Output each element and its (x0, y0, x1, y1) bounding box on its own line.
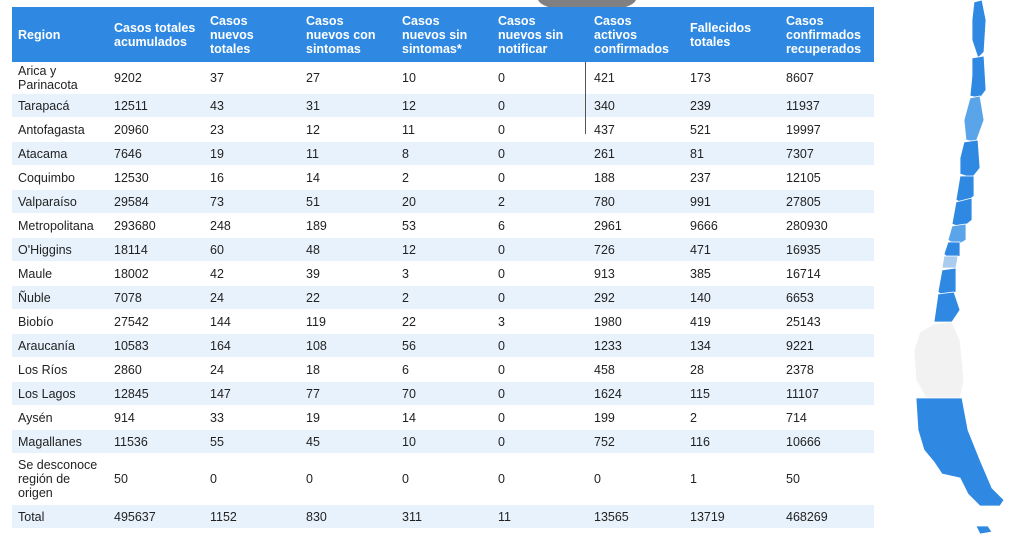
value-cell: 12 (396, 238, 492, 262)
value-cell: 134 (684, 334, 780, 358)
value-cell: 9202 (108, 63, 204, 94)
value-cell: 53 (396, 214, 492, 238)
value-cell: 10 (396, 430, 492, 454)
value-cell: 115 (684, 382, 780, 406)
value-cell: 6 (492, 214, 588, 238)
table-row (12, 262, 874, 286)
value-cell: 50 (108, 454, 204, 505)
value-cell: 11937 (780, 94, 874, 118)
value-cell: 2961 (588, 214, 684, 238)
value-cell: 16935 (780, 238, 874, 262)
value-cell: 280930 (780, 214, 874, 238)
value-cell: 19 (204, 142, 300, 166)
value-cell: 12511 (108, 94, 204, 118)
value-cell: 18 (300, 358, 396, 382)
value-cell: 9221 (780, 334, 874, 358)
value-cell: 780 (588, 190, 684, 214)
value-cell: 0 (492, 238, 588, 262)
value-cell: 0 (396, 454, 492, 505)
region-name-cell: O'Higgins (12, 238, 108, 262)
value-cell: 8607 (780, 63, 874, 94)
map-region-ohiggins (942, 256, 958, 268)
region-name-cell: Los Lagos (12, 382, 108, 406)
value-cell: 10 (396, 63, 492, 94)
table-row (12, 142, 874, 166)
table-row (12, 358, 874, 382)
value-cell: 7646 (108, 142, 204, 166)
value-cell: 914 (108, 406, 204, 430)
table-row (12, 63, 874, 94)
value-cell: 51 (300, 190, 396, 214)
table-row (12, 118, 874, 142)
value-cell: 43 (204, 94, 300, 118)
value-cell: 9666 (684, 214, 780, 238)
value-cell: 189 (300, 214, 396, 238)
value-cell: 116 (684, 430, 780, 454)
value-cell: 12530 (108, 166, 204, 190)
value-cell: 119 (300, 310, 396, 334)
value-cell: 340 (588, 94, 684, 118)
value-cell: 18114 (108, 238, 204, 262)
header-total-cases: Casos totales acumulados (108, 7, 204, 63)
value-cell: 39 (300, 262, 396, 286)
value-cell: 70 (396, 382, 492, 406)
header-recovered: Casos confirmados recuperados (780, 7, 874, 63)
value-cell: 311 (396, 505, 492, 529)
value-cell: 292 (588, 286, 684, 310)
value-cell: 144 (204, 310, 300, 334)
value-cell: 2 (396, 286, 492, 310)
value-cell: 1152 (204, 505, 300, 529)
region-name-cell: Valparaíso (12, 190, 108, 214)
header-deaths: Fallecidos totales (684, 7, 780, 63)
map-region-south-central (914, 322, 964, 398)
value-cell: 22 (396, 310, 492, 334)
value-cell: 19 (300, 406, 396, 430)
value-cell: 16714 (780, 262, 874, 286)
value-cell: 140 (684, 286, 780, 310)
table-header-row (12, 7, 874, 63)
value-cell: 37 (204, 63, 300, 94)
value-cell: 0 (492, 406, 588, 430)
value-cell: 0 (492, 430, 588, 454)
value-cell: 28 (684, 358, 780, 382)
value-cell: 0 (492, 142, 588, 166)
value-cell: 12845 (108, 382, 204, 406)
value-cell: 108 (300, 334, 396, 358)
table-row (12, 190, 874, 214)
value-cell: 991 (684, 190, 780, 214)
value-cell: 6653 (780, 286, 874, 310)
table-row (12, 406, 874, 430)
table-row (12, 286, 874, 310)
value-cell: 468269 (780, 505, 874, 529)
value-cell: 752 (588, 430, 684, 454)
value-cell: 1 (684, 454, 780, 505)
value-cell: 10666 (780, 430, 874, 454)
header-new-asymptomatic: Casos nuevos sin sintomas* (396, 7, 492, 63)
value-cell: 0 (492, 166, 588, 190)
table-row (12, 214, 874, 238)
value-cell: 29584 (108, 190, 204, 214)
map-region-arica (972, 0, 986, 58)
value-cell: 7078 (108, 286, 204, 310)
value-cell: 2 (684, 406, 780, 430)
value-cell: 1980 (588, 310, 684, 334)
table-row (12, 334, 874, 358)
value-cell: 419 (684, 310, 780, 334)
value-cell: 471 (684, 238, 780, 262)
value-cell: 11 (396, 118, 492, 142)
value-cell: 913 (588, 262, 684, 286)
table-row (12, 166, 874, 190)
value-cell: 1233 (588, 334, 684, 358)
value-cell: 81 (684, 142, 780, 166)
value-cell: 77 (300, 382, 396, 406)
header-new-symptomatic: Casos nuevos con sintomas (300, 7, 396, 63)
region-name-cell: Aysén (12, 406, 108, 430)
value-cell: 830 (300, 505, 396, 529)
value-cell: 13719 (684, 505, 780, 529)
value-cell: 0 (300, 454, 396, 505)
value-cell: 188 (588, 166, 684, 190)
value-cell: 495637 (108, 505, 204, 529)
value-cell: 0 (492, 286, 588, 310)
table-row (12, 238, 874, 262)
value-cell: 0 (492, 262, 588, 286)
column-divider (585, 62, 586, 134)
value-cell: 199 (588, 406, 684, 430)
region-name-cell: Arica y Parinacota (12, 63, 108, 94)
region-name-cell: Araucanía (12, 334, 108, 358)
value-cell: 23 (204, 118, 300, 142)
region-name-cell: Tarapacá (12, 94, 108, 118)
value-cell: 521 (684, 118, 780, 142)
value-cell: 18002 (108, 262, 204, 286)
value-cell: 1624 (588, 382, 684, 406)
map-region-coquimbo (952, 198, 972, 228)
value-cell: 2860 (108, 358, 204, 382)
map-region-tarapaca (970, 56, 986, 98)
value-cell: 7307 (780, 142, 874, 166)
value-cell: 11107 (780, 382, 874, 406)
value-cell: 13565 (588, 505, 684, 529)
value-cell: 248 (204, 214, 300, 238)
value-cell: 20960 (108, 118, 204, 142)
value-cell: 12 (300, 118, 396, 142)
region-name-cell: Atacama (12, 142, 108, 166)
table-row (12, 94, 874, 118)
value-cell: 0 (492, 382, 588, 406)
map-region-antofagasta-north (964, 96, 984, 142)
value-cell: 19997 (780, 118, 874, 142)
region-name-cell: Antofagasta (12, 118, 108, 142)
table-row (12, 382, 874, 406)
value-cell: 20 (396, 190, 492, 214)
region-name-cell: Se desconoce región de origen (12, 454, 108, 505)
value-cell: 24 (204, 286, 300, 310)
map-region-nuble-biobio (934, 292, 960, 322)
chile-map-graphic (880, 0, 1024, 535)
value-cell: 2378 (780, 358, 874, 382)
value-cell: 173 (684, 63, 780, 94)
value-cell: 6 (396, 358, 492, 382)
region-name-cell: Coquimbo (12, 166, 108, 190)
value-cell: 8 (396, 142, 492, 166)
value-cell: 0 (492, 63, 588, 94)
region-name-cell: Total (12, 505, 108, 529)
value-cell: 27 (300, 63, 396, 94)
map-region-antofagasta (960, 140, 980, 178)
covid-cases-table (12, 7, 874, 528)
value-cell: 42 (204, 262, 300, 286)
value-cell: 11536 (108, 430, 204, 454)
region-name-cell: Los Ríos (12, 358, 108, 382)
value-cell: 726 (588, 238, 684, 262)
value-cell: 0 (492, 118, 588, 142)
value-cell: 293680 (108, 214, 204, 238)
table-row (12, 505, 874, 529)
value-cell: 11 (492, 505, 588, 529)
value-cell: 16 (204, 166, 300, 190)
region-name-cell: Magallanes (12, 430, 108, 454)
value-cell: 50 (780, 454, 874, 505)
chile-region-map (880, 0, 1024, 535)
value-cell: 22 (300, 286, 396, 310)
value-cell: 239 (684, 94, 780, 118)
value-cell: 0 (492, 454, 588, 505)
value-cell: 24 (204, 358, 300, 382)
header-new-cases: Casos nuevos totales (204, 7, 300, 63)
value-cell: 0 (492, 358, 588, 382)
table-row (12, 310, 874, 334)
value-cell: 48 (300, 238, 396, 262)
value-cell: 714 (780, 406, 874, 430)
value-cell: 12 (396, 94, 492, 118)
table-row (12, 430, 874, 454)
header-new-unreported: Casos nuevos sin notificar (492, 7, 588, 63)
value-cell: 14 (300, 166, 396, 190)
value-cell: 458 (588, 358, 684, 382)
value-cell: 60 (204, 238, 300, 262)
value-cell: 27542 (108, 310, 204, 334)
value-cell: 3 (396, 262, 492, 286)
value-cell: 0 (204, 454, 300, 505)
value-cell: 0 (588, 454, 684, 505)
value-cell: 3 (492, 310, 588, 334)
map-region-tierra-del-fuego (976, 526, 992, 534)
value-cell: 10583 (108, 334, 204, 358)
value-cell: 147 (204, 382, 300, 406)
value-cell: 73 (204, 190, 300, 214)
value-cell: 2 (492, 190, 588, 214)
value-cell: 14 (396, 406, 492, 430)
value-cell: 33 (204, 406, 300, 430)
region-name-cell: Ñuble (12, 286, 108, 310)
value-cell: 261 (588, 142, 684, 166)
value-cell: 56 (396, 334, 492, 358)
region-name-cell: Biobío (12, 310, 108, 334)
region-name-cell: Maule (12, 262, 108, 286)
value-cell: 385 (684, 262, 780, 286)
value-cell: 0 (492, 334, 588, 358)
value-cell: 0 (492, 94, 588, 118)
value-cell: 55 (204, 430, 300, 454)
value-cell: 2 (396, 166, 492, 190)
value-cell: 27805 (780, 190, 874, 214)
value-cell: 25143 (780, 310, 874, 334)
value-cell: 31 (300, 94, 396, 118)
value-cell: 45 (300, 430, 396, 454)
region-name-cell: Metropolitana (12, 214, 108, 238)
value-cell: 437 (588, 118, 684, 142)
table-row (12, 454, 874, 505)
value-cell: 11 (300, 142, 396, 166)
map-region-aysen-magallanes (916, 398, 1004, 506)
header-region: Region (12, 7, 108, 63)
value-cell: 237 (684, 166, 780, 190)
value-cell: 164 (204, 334, 300, 358)
value-cell: 12105 (780, 166, 874, 190)
header-active-cases: Casos activos confirmados (588, 7, 684, 63)
value-cell: 421 (588, 63, 684, 94)
